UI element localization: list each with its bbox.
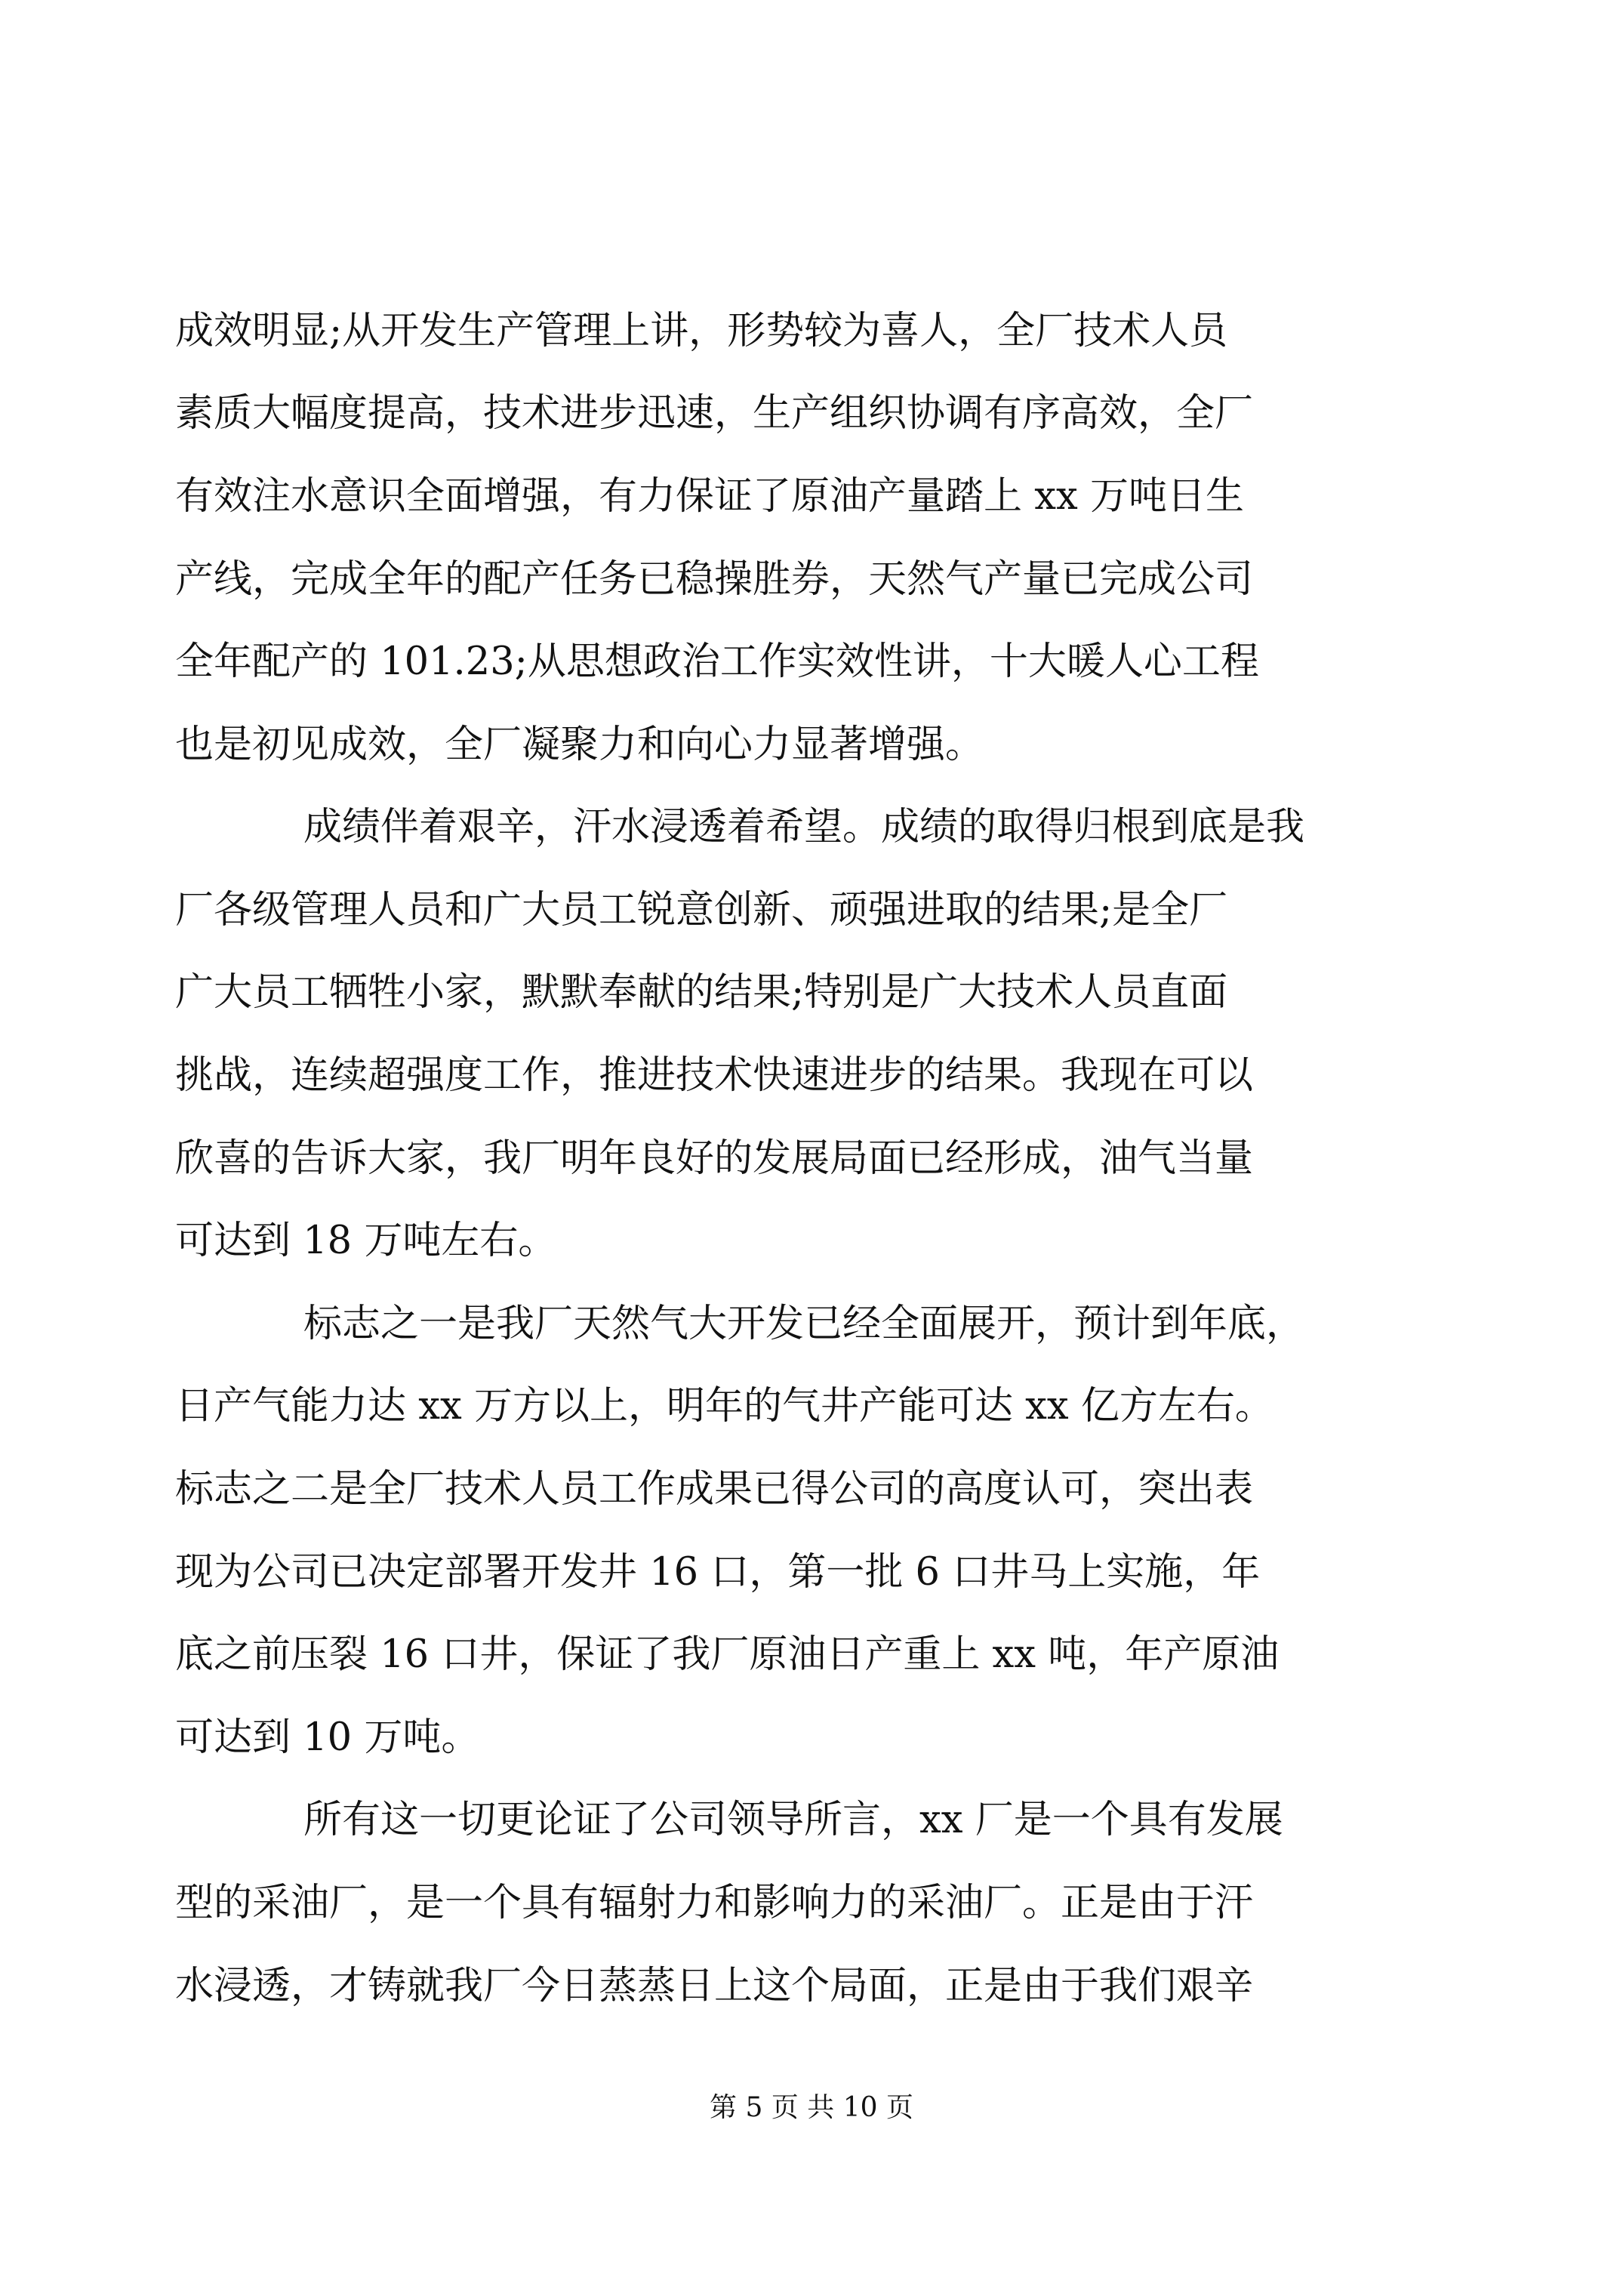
text-line: 广大员工牺牲小家，默默奉献的结果;特别是广大技术人员直面 xyxy=(175,970,1228,1015)
text-line: 型的采油厂，是一个具有辐射力和影响力的采油厂。正是由于汗 xyxy=(175,1881,1254,1925)
text-line: 底之前压裂 16 口井，保证了我厂原油日产重上 xx 吨，年产原油 xyxy=(175,1632,1280,1677)
text-line: 成效明显;从开发生产管理上讲，形势较为喜人，全厂技术人员 xyxy=(175,309,1228,353)
text-line: 标志之二是全厂技术人员工作成果已得公司的高度认可，突出表 xyxy=(175,1467,1254,1512)
text-line: 现为公司已决定部署开发井 16 口，第一批 6 口井马上实施，年 xyxy=(175,1550,1261,1595)
text-line: 日产气能力达 xx 万方以上，明年的气井产能可达 xx 亿方左右。 xyxy=(175,1384,1273,1428)
text-line: 水浸透，才铸就我厂今日蒸蒸日上这个局面，正是由于我们艰辛 xyxy=(175,1964,1254,2008)
text-line: 欣喜的告诉大家，我厂明年良好的发展局面已经形成，油气当量 xyxy=(175,1136,1254,1181)
paragraph-first-line: 所有这一切更论证了公司领导所言，xx 厂是一个具有发展 xyxy=(303,1798,1283,1842)
text-line: 有效注水意识全面增强，有力保证了原油产量踏上 xx 万吨日生 xyxy=(175,474,1244,519)
paragraph-first-line: 标志之一是我厂天然气大开发已经全面展开，预计到年底， xyxy=(303,1302,1305,1346)
text-line: 也是初见成效，全厂凝聚力和向心力显著增强。 xyxy=(175,723,984,767)
text-line: 可达到 18 万吨左右。 xyxy=(175,1219,557,1263)
page-number-footer: 第 5 页 共 10 页 xyxy=(710,2092,913,2123)
text-line: 挑战，连续超强度工作，推进技术快速进步的结果。我现在可以 xyxy=(175,1053,1254,1098)
paragraph-first-line: 成绩伴着艰辛，汗水浸透着希望。成绩的取得归根到底是我 xyxy=(303,805,1305,849)
text-line: 产线，完成全年的配产任务已稳操胜券，天然气产量已完成公司 xyxy=(175,557,1254,602)
text-line: 素质大幅度提高，技术进步迅速，生产组织协调有序高效，全厂 xyxy=(175,391,1254,436)
text-line: 可达到 10 万吨。 xyxy=(175,1715,480,1760)
text-line: 厂各级管理人员和广大员工锐意创新、顽强进取的结果;是全厂 xyxy=(175,888,1228,932)
text-line: 全年配产的 101.23;从思想政治工作实效性讲，十大暖人心工程 xyxy=(175,639,1259,684)
